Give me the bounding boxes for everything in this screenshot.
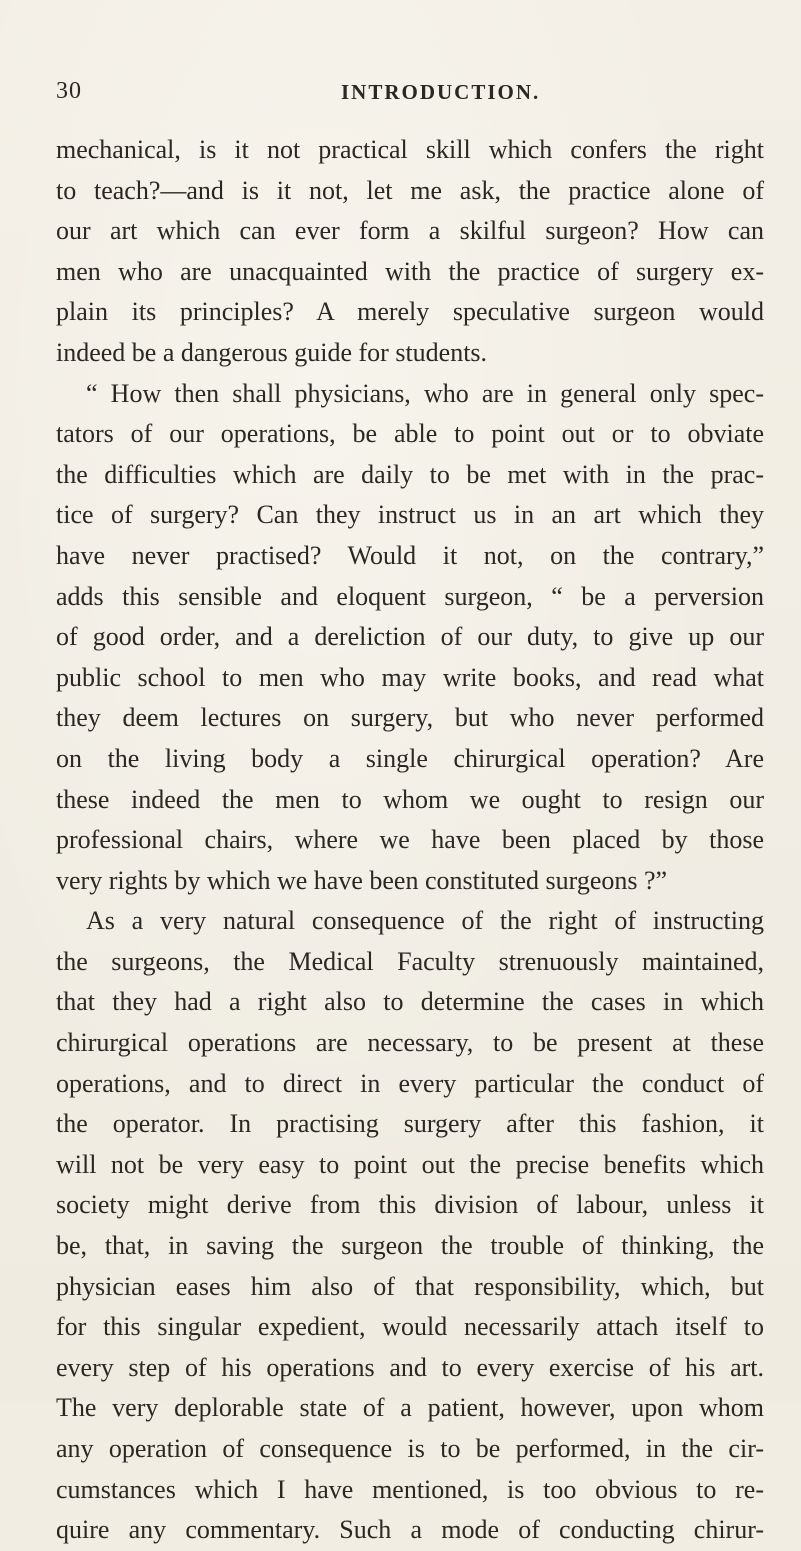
text-line: public school to men who may write books, and read what	[56, 662, 764, 692]
text-line: they deem lectures on surgery, but who never performed	[56, 703, 764, 733]
text-line: these indeed the men to whom we ought to resign our	[56, 784, 764, 814]
text-line: be, that, in saving the surgeon the trouble of thinking, the	[56, 1231, 764, 1261]
text-line: our art which can ever form a skilful surgeon? How can	[56, 216, 764, 246]
text-line: tice of surgery? Can they instruct us in an art which they	[56, 500, 764, 530]
text-line: physician eases him also of that responsibility, which, but	[56, 1271, 764, 1301]
text-line: society might derive from this division of labour, unless it	[56, 1190, 764, 1220]
page-number: 30	[56, 78, 82, 104]
text-line: men who are unacquainted with the practice of surgery ex-	[56, 256, 764, 286]
text-line: As a very natural consequence of the right of instructing	[86, 906, 764, 936]
text-line: plain its principles? A merely speculative surgeon would	[56, 297, 764, 327]
text-line: that they had a right also to determine the cases in which	[56, 987, 764, 1017]
text-line: mechanical, is it not practical skill which confers the right	[56, 135, 764, 164]
text-line: adds this sensible and eloquent surgeon, “ be a perversion	[56, 581, 764, 611]
text-line: the difficulties which are daily to be met with in the prac-	[56, 459, 764, 489]
text-line: will not be very easy to point out the precise benefits which	[56, 1149, 764, 1179]
text-line: have never practised? Would it not, on the contrary,”	[56, 540, 764, 570]
text-line: quire any commentary. Such a mode of conducting chirur-	[56, 1515, 764, 1545]
text-line: chirurgical operations are necessary, to be present at these	[56, 1028, 764, 1058]
text-line: the surgeons, the Medical Faculty strenuously maintained,	[56, 946, 764, 976]
text-line: of good order, and a dereliction of our duty, to give up our	[56, 622, 764, 652]
text-line: professional chairs, where we have been placed by those	[56, 825, 764, 855]
text-line: the operator. In practising surgery after this fashion, it	[56, 1109, 764, 1139]
text-line: tators of our operations, be able to point out or to obviate	[56, 419, 764, 449]
text-line: every step of his operations and to every exercise of his art.	[56, 1352, 764, 1382]
text-line: indeed be a dangerous guide for students.	[56, 337, 488, 367]
body-text	[56, 130, 764, 1551]
text-line: very rights by which we have been constituted surgeons ?”	[56, 865, 668, 895]
text-line: cumstances which I have mentioned, is too obvious to re-	[56, 1474, 764, 1504]
text-line: operations, and to direct in every particular the conduct of	[56, 1068, 764, 1098]
text-line: on the living body a single chirurgical operation? Are	[56, 743, 764, 773]
running-title: INTRODUCTION.	[341, 80, 541, 104]
text-line: “ How then shall physicians, who are in general only spec-	[86, 378, 764, 408]
text-line: any operation of consequence is to be performed, in the cir-	[56, 1434, 764, 1463]
text-line: for this singular expedient, would necessarily attach itself to	[56, 1312, 764, 1342]
text-line: to teach?—and is it not, let me ask, the practice alone of	[56, 175, 764, 205]
text-line: The very deplorable state of a patient, however, upon whom	[56, 1393, 764, 1423]
running-head	[56, 78, 756, 112]
